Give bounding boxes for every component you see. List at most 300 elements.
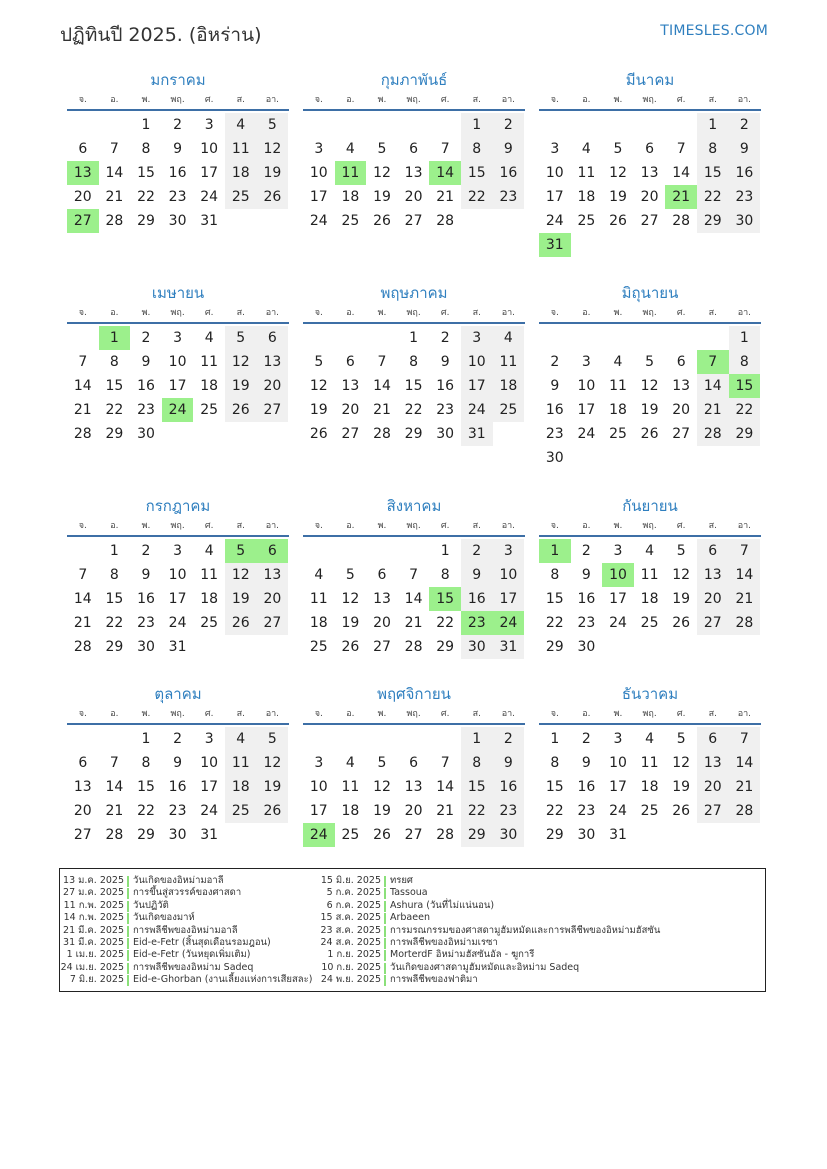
day-cell[interactable]: 7 [676, 141, 686, 157]
day-cell[interactable]: 4 [493, 326, 525, 350]
day-cell[interactable]: 18 [640, 779, 659, 795]
day-cell[interactable]: 18 [341, 803, 360, 819]
day-cell[interactable]: 21 [729, 587, 761, 611]
day-cell[interactable]: 13 [404, 165, 423, 181]
day-cell[interactable]: 16 [168, 779, 187, 795]
day-cell[interactable]: 29 [697, 209, 729, 233]
day-cell[interactable]: 27 [404, 213, 423, 229]
day-cell[interactable]: 1 [141, 117, 151, 133]
day-cell[interactable]: 11 [577, 165, 596, 181]
day-cell[interactable]: 25 [609, 426, 627, 442]
day-cell[interactable]: 26 [640, 426, 659, 442]
day-cell[interactable]: 12 [609, 165, 627, 181]
day-cell[interactable]: 24 [168, 615, 187, 631]
day-cell[interactable]: 13 [373, 591, 391, 607]
day-cell[interactable]: 18 [341, 189, 360, 205]
day-cell[interactable]: 3 [550, 141, 560, 157]
day-cell[interactable]: 27 [404, 827, 423, 843]
day-cell[interactable]: 3 [204, 731, 214, 747]
day-cell[interactable]: 27 [672, 426, 691, 442]
day-cell[interactable]: 22 [105, 615, 124, 631]
day-cell[interactable]: 30 [577, 827, 596, 843]
day-cell[interactable]: 11 [309, 591, 328, 607]
day-cell[interactable]: 19 [257, 161, 289, 185]
day-cell[interactable]: 9 [173, 755, 183, 771]
day-cell[interactable]: 27 [697, 799, 729, 823]
day-cell[interactable]: 23 [137, 615, 155, 631]
day-cell[interactable]: 4 [225, 727, 257, 751]
day-cell[interactable]: 20 [341, 402, 360, 418]
holiday-day-cell[interactable]: 5 [225, 539, 257, 563]
day-cell[interactable]: 14 [73, 378, 92, 394]
day-cell[interactable]: 30 [729, 209, 761, 233]
day-cell[interactable]: 21 [697, 398, 729, 422]
day-cell[interactable]: 5 [377, 141, 387, 157]
day-cell[interactable]: 10 [577, 378, 596, 394]
day-cell[interactable]: 1 [697, 113, 729, 137]
day-cell[interactable]: 11 [200, 567, 219, 583]
day-cell[interactable]: 7 [440, 141, 450, 157]
day-cell[interactable]: 14 [73, 591, 92, 607]
day-cell[interactable]: 28 [105, 827, 124, 843]
day-cell[interactable]: 1 [109, 543, 119, 559]
day-cell[interactable]: 1 [461, 113, 493, 137]
day-cell[interactable]: 2 [173, 117, 183, 133]
day-cell[interactable]: 8 [109, 567, 119, 583]
day-cell[interactable]: 21 [436, 803, 455, 819]
day-cell[interactable]: 5 [225, 326, 257, 350]
day-cell[interactable]: 15 [137, 779, 155, 795]
day-cell[interactable]: 9 [173, 141, 183, 157]
day-cell[interactable]: 3 [461, 326, 493, 350]
day-cell[interactable]: 27 [640, 213, 659, 229]
day-cell[interactable]: 6 [78, 755, 88, 771]
day-cell[interactable]: 23 [493, 185, 525, 209]
day-cell[interactable]: 26 [341, 639, 360, 655]
day-cell[interactable]: 5 [676, 731, 686, 747]
day-cell[interactable]: 25 [640, 615, 659, 631]
day-cell[interactable]: 22 [105, 402, 124, 418]
day-cell[interactable]: 1 [440, 543, 450, 559]
day-cell[interactable]: 16 [461, 587, 493, 611]
day-cell[interactable]: 16 [137, 591, 155, 607]
day-cell[interactable]: 19 [373, 803, 391, 819]
day-cell[interactable]: 16 [168, 165, 187, 181]
day-cell[interactable]: 15 [461, 775, 493, 799]
day-cell[interactable]: 9 [461, 563, 493, 587]
day-cell[interactable]: 17 [461, 374, 493, 398]
day-cell[interactable]: 19 [341, 615, 360, 631]
day-cell[interactable]: 3 [173, 543, 183, 559]
day-cell[interactable]: 10 [200, 755, 219, 771]
day-cell[interactable]: 18 [609, 402, 627, 418]
day-cell[interactable]: 9 [493, 137, 525, 161]
day-cell[interactable]: 15 [545, 779, 564, 795]
day-cell[interactable]: 5 [613, 141, 623, 157]
day-cell[interactable]: 12 [672, 755, 691, 771]
day-cell[interactable]: 25 [577, 213, 596, 229]
day-cell[interactable]: 29 [436, 639, 455, 655]
day-cell[interactable]: 19 [225, 587, 257, 611]
day-cell[interactable]: 24 [609, 615, 627, 631]
day-cell[interactable]: 25 [200, 402, 219, 418]
day-cell[interactable]: 2 [550, 354, 560, 370]
day-cell[interactable]: 6 [697, 539, 729, 563]
day-cell[interactable]: 19 [373, 189, 391, 205]
day-cell[interactable]: 2 [581, 731, 591, 747]
day-cell[interactable]: 8 [550, 567, 560, 583]
day-cell[interactable]: 16 [577, 779, 596, 795]
day-cell[interactable]: 13 [672, 378, 691, 394]
day-cell[interactable]: 16 [577, 591, 596, 607]
day-cell[interactable]: 4 [225, 113, 257, 137]
day-cell[interactable]: 19 [609, 189, 627, 205]
day-cell[interactable]: 24 [461, 398, 493, 422]
day-cell[interactable]: 26 [225, 398, 257, 422]
day-cell[interactable]: 6 [697, 727, 729, 751]
day-cell[interactable]: 11 [609, 378, 627, 394]
day-cell[interactable]: 15 [105, 378, 124, 394]
day-cell[interactable]: 7 [78, 567, 88, 583]
day-cell[interactable]: 25 [200, 615, 219, 631]
day-cell[interactable]: 8 [461, 751, 493, 775]
day-cell[interactable]: 30 [137, 426, 155, 442]
day-cell[interactable]: 12 [225, 350, 257, 374]
day-cell[interactable]: 22 [545, 615, 564, 631]
day-cell[interactable]: 11 [225, 137, 257, 161]
day-cell[interactable]: 14 [105, 165, 124, 181]
day-cell[interactable]: 23 [577, 803, 596, 819]
day-cell[interactable]: 19 [640, 402, 659, 418]
day-cell[interactable]: 23 [168, 803, 187, 819]
day-cell[interactable]: 7 [109, 755, 119, 771]
day-cell[interactable]: 2 [141, 543, 151, 559]
day-cell[interactable]: 10 [168, 567, 187, 583]
day-cell[interactable]: 10 [168, 354, 187, 370]
day-cell[interactable]: 4 [581, 141, 591, 157]
day-cell[interactable]: 4 [314, 567, 324, 583]
day-cell[interactable]: 6 [676, 354, 686, 370]
day-cell[interactable]: 29 [545, 639, 564, 655]
day-cell[interactable]: 11 [493, 350, 525, 374]
day-cell[interactable]: 3 [613, 543, 623, 559]
day-cell[interactable]: 9 [550, 378, 560, 394]
day-cell[interactable]: 28 [697, 422, 729, 446]
day-cell[interactable]: 25 [341, 213, 360, 229]
day-cell[interactable]: 14 [436, 779, 455, 795]
day-cell[interactable]: 14 [672, 165, 691, 181]
day-cell[interactable]: 14 [105, 779, 124, 795]
day-cell[interactable]: 8 [409, 354, 419, 370]
day-cell[interactable]: 21 [73, 402, 92, 418]
day-cell[interactable]: 28 [73, 639, 92, 655]
day-cell[interactable]: 20 [73, 189, 92, 205]
day-cell[interactable]: 30 [168, 827, 187, 843]
day-cell[interactable]: 2 [141, 330, 151, 346]
holiday-day-cell[interactable]: 13 [67, 161, 99, 185]
day-cell[interactable]: 20 [373, 615, 391, 631]
day-cell[interactable]: 28 [729, 799, 761, 823]
day-cell[interactable]: 10 [309, 779, 328, 795]
day-cell[interactable]: 16 [137, 378, 155, 394]
day-cell[interactable]: 22 [461, 185, 493, 209]
day-cell[interactable]: 27 [257, 611, 289, 635]
day-cell[interactable]: 26 [672, 615, 691, 631]
day-cell[interactable]: 16 [436, 378, 455, 394]
day-cell[interactable]: 17 [309, 803, 328, 819]
day-cell[interactable]: 23 [577, 615, 596, 631]
holiday-day-cell[interactable]: 1 [539, 539, 571, 563]
day-cell[interactable]: 13 [697, 751, 729, 775]
day-cell[interactable]: 8 [109, 354, 119, 370]
day-cell[interactable]: 2 [173, 731, 183, 747]
day-cell[interactable]: 23 [436, 402, 455, 418]
day-cell[interactable]: 4 [613, 354, 623, 370]
day-cell[interactable]: 30 [493, 823, 525, 847]
day-cell[interactable]: 26 [309, 426, 328, 442]
day-cell[interactable]: 4 [204, 330, 214, 346]
day-cell[interactable]: 20 [73, 803, 92, 819]
day-cell[interactable]: 10 [493, 563, 525, 587]
day-cell[interactable]: 24 [577, 426, 596, 442]
day-cell[interactable]: 7 [440, 755, 450, 771]
day-cell[interactable]: 21 [373, 402, 391, 418]
day-cell[interactable]: 26 [373, 827, 391, 843]
day-cell[interactable]: 18 [200, 591, 219, 607]
day-cell[interactable]: 8 [141, 755, 151, 771]
day-cell[interactable]: 7 [729, 727, 761, 751]
holiday-day-cell[interactable]: 14 [429, 161, 461, 185]
day-cell[interactable]: 16 [545, 402, 564, 418]
day-cell[interactable]: 28 [436, 827, 455, 843]
day-cell[interactable]: 18 [640, 591, 659, 607]
day-cell[interactable]: 2 [581, 543, 591, 559]
day-cell[interactable]: 8 [440, 567, 450, 583]
day-cell[interactable]: 1 [550, 731, 560, 747]
day-cell[interactable]: 19 [225, 374, 257, 398]
day-cell[interactable]: 8 [550, 755, 560, 771]
day-cell[interactable]: 13 [257, 350, 289, 374]
day-cell[interactable]: 25 [341, 827, 360, 843]
day-cell[interactable]: 12 [672, 567, 691, 583]
day-cell[interactable]: 22 [545, 803, 564, 819]
holiday-day-cell[interactable]: 31 [539, 233, 571, 257]
day-cell[interactable]: 3 [314, 141, 324, 157]
day-cell[interactable]: 29 [105, 426, 124, 442]
day-cell[interactable]: 12 [309, 378, 328, 394]
day-cell[interactable]: 15 [105, 591, 124, 607]
day-cell[interactable]: 27 [341, 426, 360, 442]
day-cell[interactable]: 31 [200, 213, 219, 229]
day-cell[interactable]: 22 [729, 398, 761, 422]
holiday-day-cell[interactable]: 11 [335, 161, 367, 185]
day-cell[interactable]: 25 [493, 398, 525, 422]
day-cell[interactable]: 18 [577, 189, 596, 205]
day-cell[interactable]: 20 [697, 775, 729, 799]
day-cell[interactable]: 14 [729, 563, 761, 587]
day-cell[interactable]: 27 [697, 611, 729, 635]
day-cell[interactable]: 26 [609, 213, 627, 229]
day-cell[interactable]: 21 [729, 775, 761, 799]
day-cell[interactable]: 5 [345, 567, 355, 583]
day-cell[interactable]: 14 [697, 374, 729, 398]
day-cell[interactable]: 12 [225, 563, 257, 587]
day-cell[interactable]: 19 [672, 779, 691, 795]
day-cell[interactable]: 15 [545, 591, 564, 607]
day-cell[interactable]: 29 [137, 827, 155, 843]
day-cell[interactable]: 8 [729, 350, 761, 374]
day-cell[interactable]: 1 [409, 330, 419, 346]
day-cell[interactable]: 21 [436, 189, 455, 205]
day-cell[interactable]: 9 [493, 751, 525, 775]
day-cell[interactable]: 23 [137, 402, 155, 418]
day-cell[interactable]: 4 [345, 141, 355, 157]
day-cell[interactable]: 15 [404, 378, 423, 394]
day-cell[interactable]: 25 [225, 185, 257, 209]
day-cell[interactable]: 25 [640, 803, 659, 819]
day-cell[interactable]: 18 [225, 161, 257, 185]
day-cell[interactable]: 11 [640, 755, 659, 771]
day-cell[interactable]: 21 [404, 615, 423, 631]
day-cell[interactable]: 23 [545, 426, 564, 442]
day-cell[interactable]: 6 [409, 755, 419, 771]
day-cell[interactable]: 14 [404, 591, 423, 607]
day-cell[interactable]: 11 [640, 567, 659, 583]
day-cell[interactable]: 11 [341, 779, 360, 795]
day-cell[interactable]: 7 [377, 354, 387, 370]
day-cell[interactable]: 31 [200, 827, 219, 843]
day-cell[interactable]: 30 [436, 426, 455, 442]
day-cell[interactable]: 12 [373, 165, 391, 181]
day-cell[interactable]: 19 [257, 775, 289, 799]
day-cell[interactable]: 2 [493, 113, 525, 137]
holiday-day-cell[interactable]: 15 [729, 374, 761, 398]
day-cell[interactable]: 28 [404, 639, 423, 655]
day-cell[interactable]: 26 [672, 803, 691, 819]
day-cell[interactable]: 18 [225, 775, 257, 799]
day-cell[interactable]: 17 [200, 779, 219, 795]
holiday-day-cell[interactable]: 15 [429, 587, 461, 611]
day-cell[interactable]: 18 [200, 378, 219, 394]
day-cell[interactable]: 10 [461, 350, 493, 374]
day-cell[interactable]: 22 [697, 185, 729, 209]
day-cell[interactable]: 17 [168, 378, 187, 394]
day-cell[interactable]: 17 [168, 591, 187, 607]
day-cell[interactable]: 20 [257, 374, 289, 398]
day-cell[interactable]: 7 [409, 567, 419, 583]
day-cell[interactable]: 5 [257, 727, 289, 751]
day-cell[interactable]: 23 [168, 189, 187, 205]
day-cell[interactable]: 1 [461, 727, 493, 751]
day-cell[interactable]: 11 [200, 354, 219, 370]
day-cell[interactable]: 28 [436, 213, 455, 229]
day-cell[interactable]: 18 [309, 615, 328, 631]
day-cell[interactable]: 4 [204, 543, 214, 559]
day-cell[interactable]: 22 [137, 803, 155, 819]
day-cell[interactable]: 15 [461, 161, 493, 185]
day-cell[interactable]: 14 [373, 378, 391, 394]
day-cell[interactable]: 15 [697, 161, 729, 185]
day-cell[interactable]: 29 [137, 213, 155, 229]
day-cell[interactable]: 2 [440, 330, 450, 346]
day-cell[interactable]: 9 [729, 137, 761, 161]
day-cell[interactable]: 27 [73, 827, 92, 843]
day-cell[interactable]: 10 [609, 755, 627, 771]
day-cell[interactable]: 12 [257, 137, 289, 161]
day-cell[interactable]: 3 [204, 117, 214, 133]
day-cell[interactable]: 17 [577, 402, 596, 418]
day-cell[interactable]: 25 [225, 799, 257, 823]
day-cell[interactable]: 17 [200, 165, 219, 181]
day-cell[interactable]: 21 [105, 803, 124, 819]
day-cell[interactable]: 24 [545, 213, 564, 229]
day-cell[interactable]: 16 [493, 775, 525, 799]
day-cell[interactable]: 17 [609, 591, 627, 607]
day-cell[interactable]: 6 [645, 141, 655, 157]
day-cell[interactable]: 20 [404, 803, 423, 819]
day-cell[interactable]: 28 [373, 426, 391, 442]
day-cell[interactable]: 8 [141, 141, 151, 157]
day-cell[interactable]: 30 [461, 635, 493, 659]
day-cell[interactable]: 29 [461, 823, 493, 847]
day-cell[interactable]: 24 [309, 213, 328, 229]
holiday-day-cell[interactable]: 21 [665, 185, 697, 209]
day-cell[interactable]: 24 [609, 803, 627, 819]
day-cell[interactable]: 20 [697, 587, 729, 611]
day-cell[interactable]: 27 [257, 398, 289, 422]
day-cell[interactable]: 5 [377, 755, 387, 771]
day-cell[interactable]: 13 [697, 563, 729, 587]
day-cell[interactable]: 12 [640, 378, 659, 394]
holiday-day-cell[interactable]: 6 [257, 539, 289, 563]
day-cell[interactable]: 22 [137, 189, 155, 205]
day-cell[interactable]: 28 [729, 611, 761, 635]
day-cell[interactable]: 10 [309, 165, 328, 181]
day-cell[interactable]: 5 [676, 543, 686, 559]
day-cell[interactable]: 13 [341, 378, 360, 394]
day-cell[interactable]: 21 [73, 615, 92, 631]
day-cell[interactable]: 28 [672, 213, 691, 229]
day-cell[interactable]: 15 [137, 165, 155, 181]
holiday-day-cell[interactable]: 10 [602, 563, 634, 587]
day-cell[interactable]: 13 [73, 779, 92, 795]
day-cell[interactable]: 2 [729, 113, 761, 137]
holiday-day-cell[interactable]: 24 [303, 823, 335, 847]
day-cell[interactable]: 3 [493, 539, 525, 563]
day-cell[interactable]: 31 [493, 635, 525, 659]
day-cell[interactable]: 4 [645, 543, 655, 559]
day-cell[interactable]: 4 [645, 731, 655, 747]
day-cell[interactable]: 2 [493, 727, 525, 751]
day-cell[interactable]: 19 [672, 591, 691, 607]
day-cell[interactable]: 20 [404, 189, 423, 205]
day-cell[interactable]: 20 [672, 402, 691, 418]
day-cell[interactable]: 20 [257, 587, 289, 611]
day-cell[interactable]: 3 [581, 354, 591, 370]
day-cell[interactable]: 7 [78, 354, 88, 370]
day-cell[interactable]: 2 [461, 539, 493, 563]
day-cell[interactable]: 13 [640, 165, 659, 181]
day-cell[interactable]: 24 [200, 189, 219, 205]
day-cell[interactable]: 26 [257, 799, 289, 823]
day-cell[interactable]: 30 [168, 213, 187, 229]
day-cell[interactable]: 8 [697, 137, 729, 161]
day-cell[interactable]: 5 [645, 354, 655, 370]
day-cell[interactable]: 3 [613, 731, 623, 747]
day-cell[interactable]: 3 [314, 755, 324, 771]
day-cell[interactable]: 23 [493, 799, 525, 823]
day-cell[interactable]: 29 [729, 422, 761, 446]
